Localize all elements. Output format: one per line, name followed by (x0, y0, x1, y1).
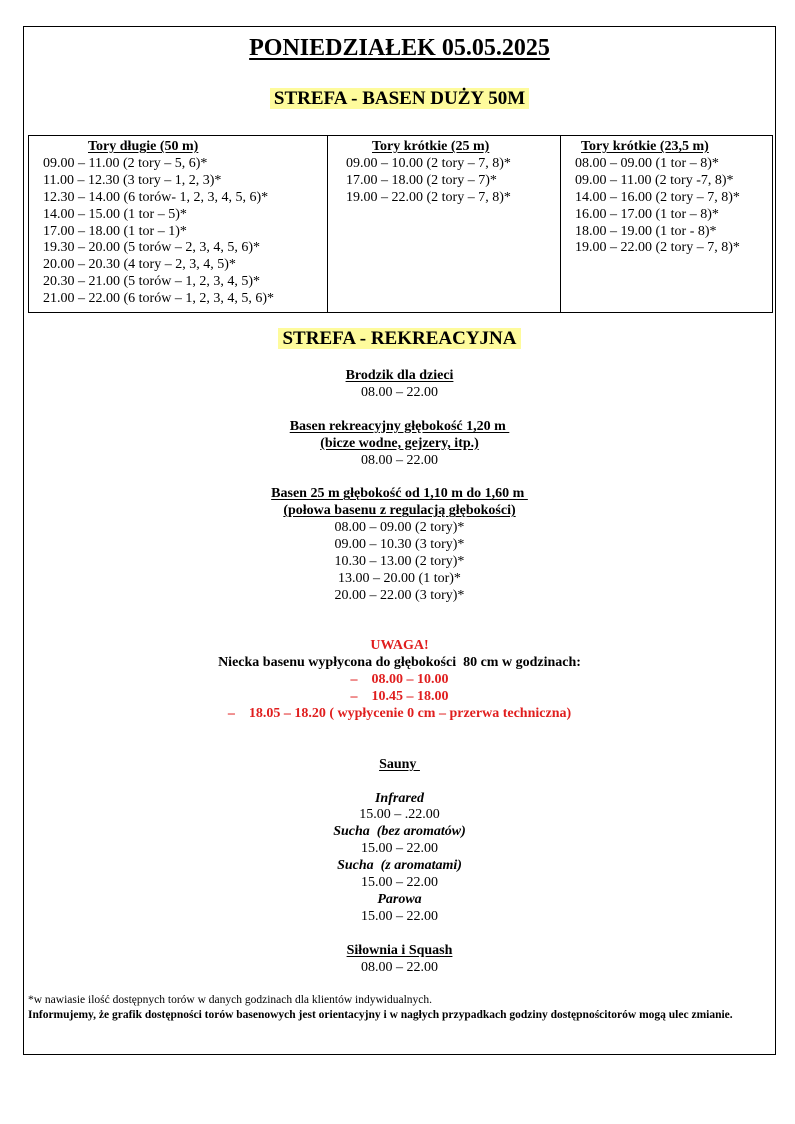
zone-big-title-text: STREFA - BASEN DUŻY 50M (270, 88, 529, 109)
lane-row: 16.00 – 17.00 (1 tor – 8)* (575, 206, 719, 222)
sauna-name: Sucha (z aromatami) (337, 858, 462, 874)
warning-row: – 18.05 – 18.20 ( wypłycenie 0 cm – przerwa techniczna) (227, 706, 572, 722)
lane-row: 19.00 – 22.00 (2 tory – 7, 8)* (575, 240, 740, 256)
sauna-hours: 15.00 – 22.00 (361, 841, 438, 857)
lane-row: 17.00 – 18.00 (1 tor – 1)* (43, 223, 187, 239)
basen25-row: 13.00 – 20.00 (1 tor)* (338, 570, 461, 586)
brodzik-hours: 08.00 – 22.00 (361, 384, 438, 400)
lane-row: 19.30 – 20.00 (5 torów – 2, 3, 4, 5, 6)* (43, 240, 260, 256)
lane-row: 20.30 – 21.00 (5 torów – 1, 2, 3, 4, 5)* (43, 274, 260, 290)
basen25-row: 09.00 – 10.30 (3 tory)* (334, 537, 465, 553)
page-title (24, 33, 775, 63)
basen25-row: 10.30 – 13.00 (2 tory)* (334, 553, 465, 569)
lane-row: 09.00 – 11.00 (2 tory -7, 8)* (575, 172, 734, 188)
footnote-lanes: *w nawiasie ilość dostępnych torów w danych godzinach dla klientów indywidualnych. (28, 994, 433, 1006)
brodzik-header: Brodzik dla dzieci (345, 368, 454, 383)
lane-row: 20.00 – 20.30 (4 tory – 2, 3, 4, 5)* (43, 257, 236, 273)
sauna-hours: 15.00 – 22.00 (361, 908, 438, 924)
warning-title: UWAGA! (370, 638, 429, 654)
sauna-name: Infrared (374, 790, 424, 806)
zone-rec-title-text: STREFA - REKREACYJNA (278, 328, 520, 349)
lane-row: 12.30 – 14.00 (6 torów- 1, 2, 3, 4, 5, 6)* (43, 189, 269, 205)
page-frame (23, 26, 776, 1055)
lane-row: 14.00 – 16.00 (2 tory – 7, 8)* (575, 189, 740, 205)
footnote-info: Informujemy, że grafik dostępności torów basenowych jest orientacyjny i w nagłych przypadkach godziny dostępnościtorów mogą ulec zmianie. (28, 1009, 733, 1021)
sauna-name: Sucha (bez aromatów) (333, 824, 466, 840)
silownia-hours: 08.00 – 22.00 (361, 959, 438, 975)
warning-row: – 10.45 – 18.00 (350, 689, 449, 705)
sauny-header: Sauny (379, 756, 420, 772)
lane-row: 19.00 – 22.00 (2 tory – 7, 8)* (346, 189, 511, 205)
basen25-subheader: (połowa basenu z regulacją głębokości) (283, 503, 516, 519)
column-header: Tory krótkie (23,5 m) (581, 139, 709, 154)
lane-row: 21.00 – 22.00 (6 torów – 1, 2, 3, 4, 5, 6)* (43, 291, 274, 307)
basen25-row: 08.00 – 09.00 (2 tory)* (334, 520, 465, 536)
sauna-name: Parowa (377, 892, 422, 908)
lane-row: 09.00 – 10.00 (2 tory – 7, 8)* (346, 155, 511, 171)
silownia-header: Siłownia i Squash (346, 942, 453, 958)
basen-rek-hours: 08.00 – 22.00 (361, 452, 438, 468)
basen25-row: 20.00 – 22.00 (3 tory)* (334, 587, 465, 603)
page-title-text: PONIEDZIAŁEK 05.05.2025 (249, 35, 550, 61)
basen-rek-header: Basen rekreacyjny głębokość 1,20 m (289, 418, 510, 434)
lanes-column-short-23-5 (560, 136, 772, 312)
warning-row: – 08.00 – 10.00 (350, 672, 449, 688)
footnotes (28, 993, 773, 1023)
lane-row: 09.00 – 11.00 (2 tory – 5, 6)* (43, 155, 208, 171)
lanes-table (28, 135, 773, 313)
lanes-column-short-25 (327, 136, 560, 312)
zone-big-title (24, 87, 775, 111)
column-header: Tory krótkie (25 m) (372, 139, 490, 154)
lanes-column-long (29, 136, 327, 312)
column-header: Tory długie (50 m) (88, 139, 199, 154)
zone-rec-title (24, 327, 775, 351)
lane-row: 17.00 – 18.00 (2 tory – 7)* (346, 172, 497, 188)
lane-row: 08.00 – 09.00 (1 tor – 8)* (575, 155, 719, 171)
sauna-hours: 15.00 – .22.00 (359, 807, 440, 823)
sauna-hours: 15.00 – 22.00 (361, 875, 438, 891)
basen-rek-subheader: (bicze wodne, gejzery, itp.) (320, 435, 479, 451)
lane-row: 14.00 – 15.00 (1 tor – 5)* (43, 206, 187, 222)
warning-text: Niecka basenu wypłycona do głębokości 80 cm w godzinach: (218, 655, 581, 671)
lane-row: 11.00 – 12.30 (3 tory – 1, 2, 3)* (43, 172, 222, 188)
basen25-header: Basen 25 m głębokość od 1,10 m do 1,60 m (271, 486, 528, 502)
lane-row: 18.00 – 19.00 (1 tor - 8)* (575, 223, 717, 239)
recreation-schedule (24, 368, 775, 977)
